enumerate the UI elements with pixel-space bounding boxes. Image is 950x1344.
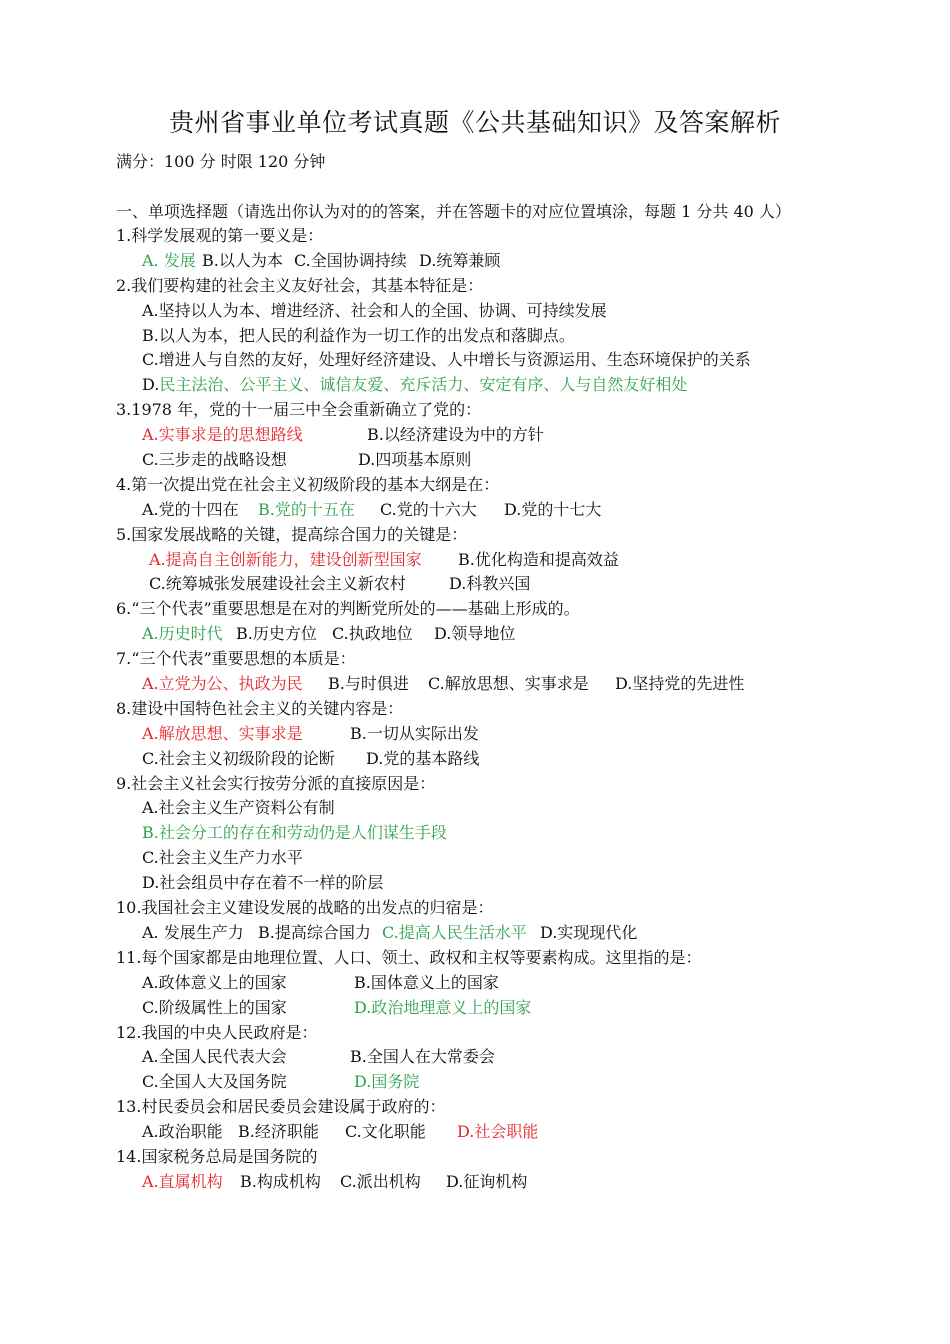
- answer-option: A.社会主义生产资料公有制: [142, 798, 335, 818]
- question-stem: 4.第一次提出党在社会主义初级阶段的基本大纲是在：: [116, 474, 500, 494]
- option-row: [116, 498, 926, 523]
- option-row: [116, 871, 926, 896]
- question-stem: 5.国家发展战略的关键，提高综合国力的关键是：: [116, 524, 468, 544]
- answer-option: C.解放思想、实事求是: [428, 674, 589, 694]
- answer-option-highlighted: B.党的十五在: [258, 499, 355, 519]
- question-stem: 3.1978 年，党的十一届三中全会重新确立了党的：: [116, 400, 482, 420]
- option-row: [116, 548, 926, 573]
- answer-option: D.社会组员中存在着不一样的阶层: [142, 873, 384, 893]
- option-row: [116, 622, 926, 647]
- answer-option-highlighted: D.社会职能: [457, 1122, 539, 1142]
- answer-option: B.与时俱进: [328, 674, 409, 694]
- option-row: [116, 747, 926, 772]
- answer-option: C.党的十六大: [380, 499, 477, 519]
- option-row: [116, 348, 926, 373]
- option-row: [116, 1070, 926, 1095]
- option-row: [116, 373, 926, 398]
- option-row: [116, 249, 926, 274]
- answer-option: B.全国人在大常委会: [350, 1047, 495, 1067]
- answer-option-highlighted: A.立党为公、执政为民: [142, 674, 303, 694]
- answer-option-highlighted: A. 发展: [142, 250, 196, 270]
- answer-option: D.征询机构: [446, 1171, 528, 1191]
- question-stem: 13.村民委员会和居民委员会建设属于政府的：: [116, 1097, 446, 1117]
- answer-option: C.增进人与自然的友好，处理好经济建设、人中增长与资源运用、生态环境保护的关系: [142, 350, 751, 370]
- answer-option-highlighted: A.历史时代: [142, 624, 223, 644]
- answer-option-highlighted: A.解放思想、实事求是: [142, 723, 303, 743]
- answer-option: A.全国人民代表大会: [142, 1047, 287, 1067]
- answer-option: B.提高综合国力: [258, 922, 371, 942]
- option-row: [116, 821, 926, 846]
- option-row: [116, 1120, 926, 1145]
- answer-option: D.四项基本原则: [358, 450, 472, 470]
- option-row: [116, 672, 926, 697]
- answer-option: B.以人为本，把人民的利益作为一切工作的出发点和落脚点。: [142, 325, 575, 345]
- question-stem: 9.社会主义社会实行按劳分派的直接原因是：: [116, 773, 436, 793]
- answer-option: C.统筹城张发展建设社会主义新农村: [149, 574, 406, 594]
- answer-option: C.全国人大及国务院: [142, 1072, 287, 1092]
- answer-option: A.坚持以人为本、增进经济、社会和人的全国、协调、可持续发展: [142, 300, 607, 320]
- question-list: [116, 224, 926, 1195]
- option-row: [116, 921, 926, 946]
- answer-option: D.领导地位: [434, 624, 516, 644]
- option-row: [116, 846, 926, 871]
- option-row: [116, 971, 926, 996]
- question-stem: 11.每个国家都是由地理位置、人口、领土、政权和主权等要素构成。这里指的是：: [116, 947, 702, 967]
- answer-option: B.一切从实际出发: [350, 723, 479, 743]
- answer-option: B.历史方位: [236, 624, 317, 644]
- answer-option: D.党的十七大: [504, 499, 602, 519]
- answer-option-highlighted: 民主法治、公平主义、诚信友爱、充斥活力、安定有序、人与自然友好相处: [159, 375, 688, 395]
- answer-option: A.党的十四在: [142, 499, 239, 519]
- answer-option: A. 发展生产力: [142, 922, 244, 942]
- answer-option: A.政体意义上的国家: [142, 972, 287, 992]
- answer-option: C.文化职能: [345, 1122, 426, 1142]
- answer-option: D.党的基本路线: [366, 748, 480, 768]
- answer-option: C.派出机构: [340, 1171, 421, 1191]
- answer-option: B.国体意义上的国家: [354, 972, 499, 992]
- option-row: [116, 572, 926, 597]
- question-stem: 1.科学发展观的第一要义是：: [116, 226, 324, 245]
- answer-option-highlighted: A.直属机构: [142, 1171, 223, 1191]
- answer-option-highlighted: D.国务院: [354, 1072, 420, 1092]
- option-row: [116, 423, 926, 448]
- answer-option: B.以人为本: [202, 250, 283, 270]
- option-row: [116, 299, 926, 324]
- answer-option: C.三步走的战略设想: [142, 450, 287, 470]
- answer-option: D.实现现代化: [540, 922, 638, 942]
- answer-option-highlighted: A.实事求是的思想路线: [142, 425, 303, 445]
- option-row: [116, 448, 926, 473]
- answer-option-highlighted: D.政治地理意义上的国家: [354, 997, 532, 1017]
- answer-option: D.: [142, 375, 160, 395]
- option-row: [116, 722, 926, 747]
- option-row: [116, 324, 926, 349]
- document-title: 贵州省事业单位考试真题《公共基础知识》及答案解析: [168, 108, 781, 137]
- question-stem: 10.我国社会主义建设发展的战略的出发点的归宿是：: [116, 898, 494, 918]
- answer-option: D.统筹兼顾: [419, 250, 501, 270]
- answer-option: C.社会主义生产力水平: [142, 848, 303, 868]
- question-stem: 14.国家税务总局是国务院的: [116, 1146, 318, 1166]
- question-stem: 12.我国的中央人民政府是：: [116, 1022, 318, 1042]
- answer-option: B.构成机构: [240, 1171, 321, 1191]
- section-heading: 一、单项选择题（请选出你认为对的的答案，并在答题卡的对应位置填涂，每题 1 分共 40 人）: [116, 202, 791, 221]
- option-row: [116, 996, 926, 1021]
- answer-option: D.坚持党的先进性: [615, 674, 745, 694]
- answer-option: B.以经济建设为中的方针: [367, 425, 544, 445]
- option-row: [116, 1045, 926, 1070]
- answer-option-highlighted: C.提高人民生活水平: [382, 922, 527, 942]
- exam-meta: 满分：100 分 时限 120 分钟: [116, 152, 326, 171]
- answer-option: C.执政地位: [332, 624, 413, 644]
- answer-option-highlighted: A.提高自主创新能力，建设创新型国家: [149, 549, 422, 569]
- option-row: [116, 1170, 926, 1195]
- answer-option: C.全国协调持续: [294, 250, 407, 270]
- answer-option: A.政治职能: [142, 1122, 223, 1142]
- option-row: [116, 796, 926, 821]
- answer-option: C.阶级属性上的国家: [142, 997, 287, 1017]
- question-stem: 8.建设中国特色社会主义的关键内容是：: [116, 698, 404, 718]
- answer-option: B.优化构造和提高效益: [458, 549, 619, 569]
- answer-option: B.经济职能: [238, 1122, 319, 1142]
- answer-option-highlighted: B.社会分工的存在和劳动仍是人们谋生手段: [142, 823, 447, 843]
- question-stem: 6.“三个代表”重要思想是在对的判断党所处的——基础上形成的。: [116, 599, 580, 619]
- question-stem: 2.我们要构建的社会主义友好社会，其基本特征是：: [116, 275, 484, 295]
- answer-option: C.社会主义初级阶段的论断: [142, 748, 335, 768]
- question-stem: 7.“三个代表”重要思想的本质是：: [116, 649, 356, 669]
- answer-option: D.科教兴国: [449, 574, 531, 594]
